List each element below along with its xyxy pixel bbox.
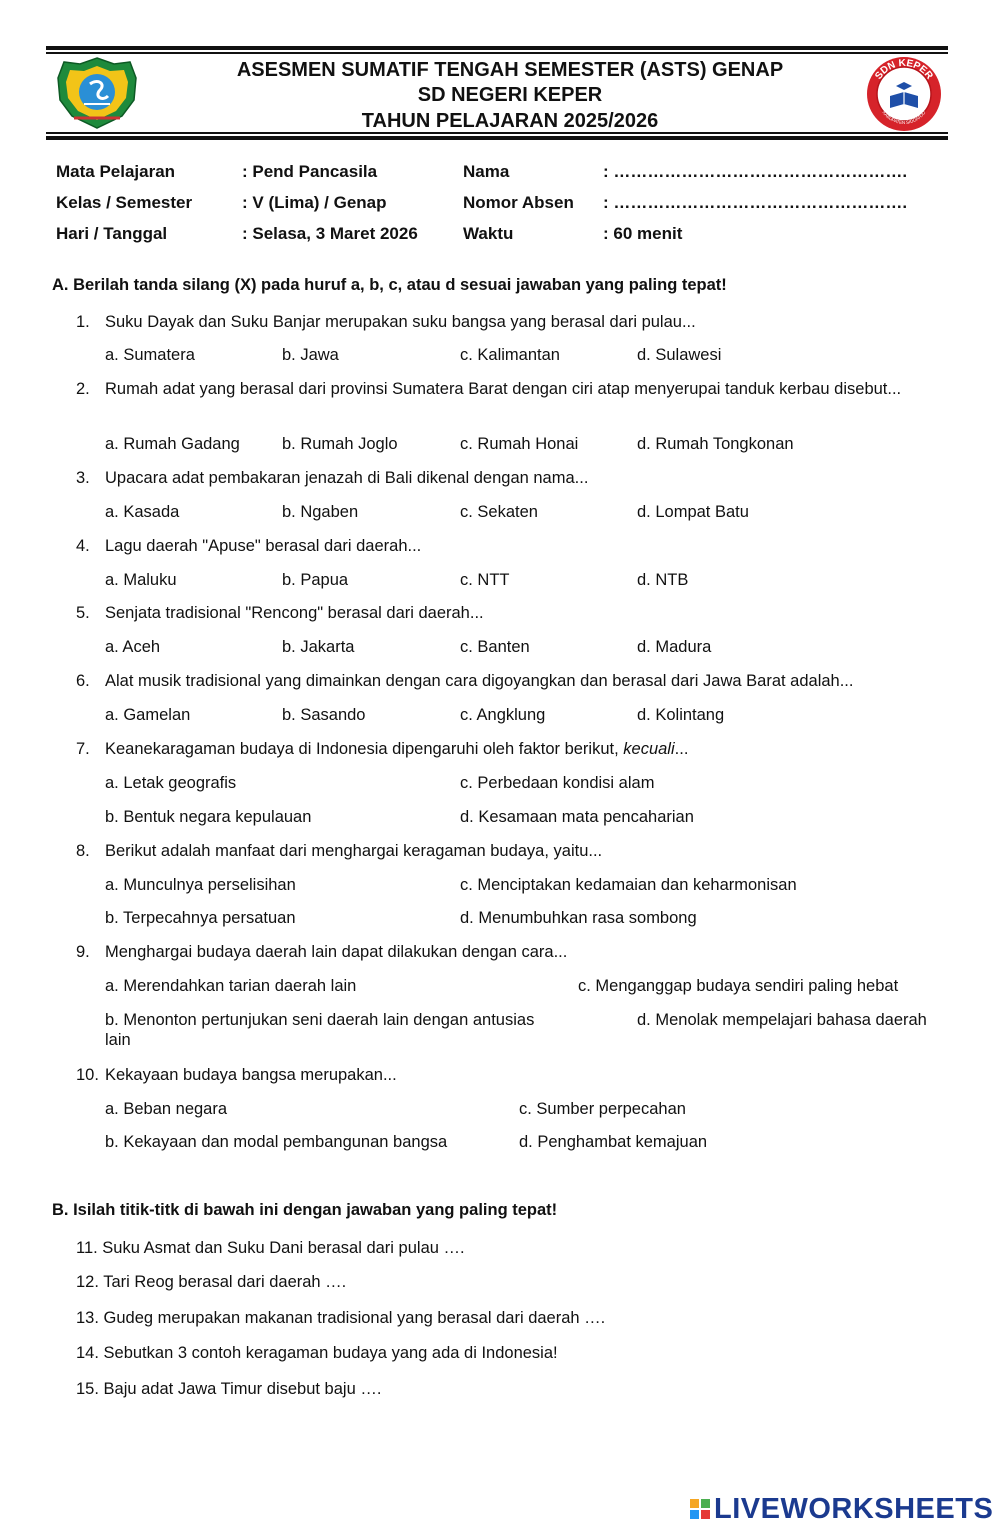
essay-question-11: 11. Suku Asmat dan Suku Dani berasal dari pulau ….: [76, 1239, 465, 1257]
option-6d[interactable]: d. Kolintang: [637, 706, 725, 724]
option-10a[interactable]: a. Beban negara: [105, 1100, 228, 1118]
option-6a[interactable]: a. Gamelan: [105, 706, 191, 724]
option-8c[interactable]: c. Menciptakan kedamaian dan keharmonisan: [460, 876, 797, 894]
option-6c[interactable]: c. Angklung: [460, 706, 546, 724]
waktu-value: : 60 menit: [603, 224, 683, 243]
school-logo-text: SDN KEPER: [873, 57, 935, 82]
liveworksheets-icon: [690, 1499, 710, 1519]
question-number: 7.: [76, 740, 90, 758]
option-9c[interactable]: c. Menganggap budaya sendiri paling hebat: [578, 977, 899, 995]
question-number: 1.: [76, 313, 90, 331]
page-title-line2: SD NEGERI KEPER: [417, 84, 603, 106]
option-5a[interactable]: a. Aceh: [105, 638, 161, 656]
essay-question-12: 12. Tari Reog berasal dari daerah ….: [76, 1273, 347, 1291]
header-top-rule-thin: [46, 52, 948, 54]
option-4b[interactable]: b. Papua: [282, 571, 349, 589]
nama-label: Nama: [463, 162, 510, 181]
nama-field[interactable]: : …………………………………………….: [603, 162, 908, 181]
option-4a[interactable]: a. Maluku: [105, 571, 177, 589]
mapel-label: Mata Pelajaran: [56, 162, 176, 181]
option-1b[interactable]: b. Jawa: [282, 346, 339, 364]
option-2a[interactable]: a. Rumah Gadang: [105, 435, 240, 453]
question-text: Berikut adalah manfaat dari menghargai keragaman budaya, yaitu...: [105, 842, 603, 860]
option-10c[interactable]: c. Sumber perpecahan: [519, 1100, 686, 1118]
option-2b[interactable]: b. Rumah Joglo: [282, 435, 398, 453]
option-7b[interactable]: b. Bentuk negara kepulauan: [105, 808, 312, 826]
option-2d[interactable]: d. Rumah Tongkonan: [637, 435, 794, 453]
question-text-emphasis: kecuali: [623, 740, 675, 758]
option-9a[interactable]: a. Merendahkan tarian daerah lain: [105, 977, 357, 995]
option-5b[interactable]: b. Jakarta: [282, 638, 355, 656]
question-number: 9.: [76, 943, 90, 961]
header-top-rule: [46, 46, 948, 50]
hari-label: Hari / Tanggal: [56, 224, 168, 243]
option-1d[interactable]: d. Sulawesi: [637, 346, 722, 364]
hari-value: : Selasa, 3 Maret 2026: [242, 224, 418, 243]
option-4c[interactable]: c. NTT: [460, 571, 510, 589]
question-number: 10.: [76, 1066, 99, 1084]
question-text: Senjata tradisional "Rencong" berasal dari daerah...: [105, 604, 484, 622]
question-number: 2.: [76, 380, 90, 398]
absen-label: Nomor Absen: [463, 193, 574, 212]
option-5d[interactable]: d. Madura: [637, 638, 712, 656]
kelas-label: Kelas / Semester: [56, 193, 193, 212]
option-3d[interactable]: d. Lompat Batu: [637, 503, 749, 521]
question-number: 6.: [76, 672, 90, 690]
section-b-title: B. Isilah titik-titk di bawah ini dengan jawaban yang paling tepat!: [52, 1201, 558, 1219]
absen-field[interactable]: : …………………………………………….: [603, 193, 908, 212]
header-bottom-rule-thick: [46, 136, 948, 140]
option-8d[interactable]: d. Menumbuhkan rasa sombong: [460, 909, 697, 927]
option-1c[interactable]: c. Kalimantan: [460, 346, 560, 364]
question-text-main: Keanekaragaman budaya di Indonesia dipengaruhi oleh faktor berikut,: [105, 740, 624, 758]
option-3b[interactable]: b. Ngaben: [282, 503, 359, 521]
question-text: Lagu daerah "Apuse" berasal dari daerah...: [105, 537, 422, 555]
liveworksheets-wordmark: LIVEWORKSHEETS: [714, 1492, 994, 1525]
option-2c[interactable]: c. Rumah Honai: [460, 435, 579, 453]
option-7a[interactable]: a. Letak geografis: [105, 774, 237, 792]
question-number: 3.: [76, 469, 90, 487]
option-6b[interactable]: b. Sasando: [282, 706, 366, 724]
option-4d[interactable]: d. NTB: [637, 571, 689, 589]
option-9b-wrap: lain: [105, 1031, 131, 1049]
question-number: 5.: [76, 604, 90, 622]
question-text: Rumah adat yang berasal dari provinsi Sumatera Barat dengan ciri atap menyerupai tanduk kerbau disebut...: [105, 380, 902, 398]
school-logo: [864, 56, 944, 132]
question-number: 8.: [76, 842, 90, 860]
question-text: [105, 739, 954, 759]
option-8a[interactable]: a. Munculnya perselisihan: [105, 876, 296, 894]
option-7c[interactable]: c. Perbedaan kondisi alam: [460, 774, 655, 792]
page-title-line1: ASESMEN SUMATIF TENGAH SEMESTER (ASTS) GENAP: [236, 59, 784, 81]
question-text: Menghargai budaya daerah lain dapat dilakukan dengan cara...: [105, 943, 568, 961]
question-number: 4.: [76, 537, 90, 555]
question-text: Suku Dayak dan Suku Banjar merupakan suku bangsa yang berasal dari pulau...: [105, 313, 696, 331]
school-logo-subtext: KABUPATEN SIDOARJO: [881, 109, 927, 126]
section-a-title: A. Berilah tanda silang (X) pada huruf a, b, c, atau d sesuai jawaban yang paling tepat!: [52, 276, 727, 294]
waktu-label: Waktu: [463, 224, 514, 243]
option-9b[interactable]: b. Menonton pertunjukan seni daerah lain dengan antusias: [105, 1011, 535, 1029]
kelas-value: : V (Lima) / Genap: [242, 193, 387, 212]
option-10b[interactable]: b. Kekayaan dan modal pembangunan bangsa: [105, 1133, 448, 1151]
mapel-value: : Pend Pancasila: [242, 162, 378, 181]
liveworksheets-logo[interactable]: [690, 1492, 993, 1526]
essay-question-13: 13. Gudeg merupakan makanan tradisional yang berasal dari daerah ….: [76, 1309, 606, 1327]
option-1a[interactable]: a. Sumatera: [105, 346, 195, 364]
option-3c[interactable]: c. Sekaten: [460, 503, 538, 521]
essay-question-14: 14. Sebutkan 3 contoh keragaman budaya yang ada di Indonesia!: [76, 1344, 558, 1362]
option-5c[interactable]: c. Banten: [460, 638, 530, 656]
question-text: Kekayaan budaya bangsa merupakan...: [105, 1066, 397, 1084]
left-emblem-logo: [54, 56, 140, 130]
option-3a[interactable]: a. Kasada: [105, 503, 180, 521]
option-7d[interactable]: d. Kesamaan mata pencaharian: [460, 808, 694, 826]
question-text: Upacara adat pembakaran jenazah di Bali dikenal dengan nama...: [105, 469, 589, 487]
question-text-end: ...: [674, 740, 689, 758]
essay-question-15: 15. Baju adat Jawa Timur disebut baju ….: [76, 1380, 382, 1398]
option-10d[interactable]: d. Penghambat kemajuan: [519, 1133, 708, 1151]
page-title-line3: TAHUN PELAJARAN 2025/2026: [361, 110, 659, 132]
option-8b[interactable]: b. Terpecahnya persatuan: [105, 909, 296, 927]
question-text: Alat musik tradisional yang dimainkan dengan cara digoyangkan dan berasal dari Jawa Barat adalah...: [105, 672, 854, 690]
option-9d[interactable]: d. Menolak mempelajari bahasa daerah: [637, 1011, 927, 1029]
